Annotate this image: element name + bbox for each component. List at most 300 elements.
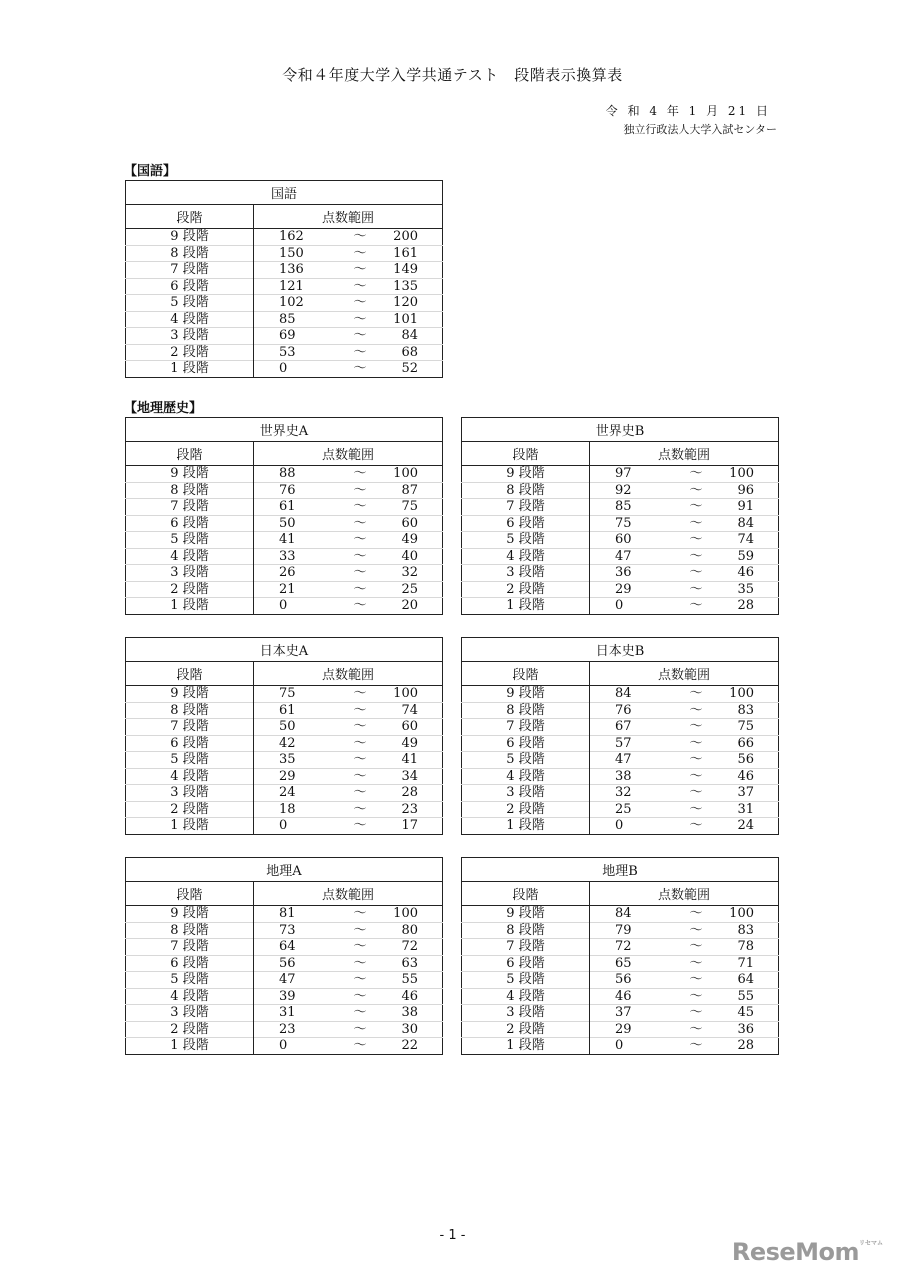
- range-low-cell: 25: [590, 801, 671, 818]
- section-heading-kokugo: 【国語】: [124, 164, 177, 179]
- range-low-cell: 61: [254, 702, 335, 719]
- range-tilde: ～: [670, 768, 722, 785]
- table-row: [126, 278, 443, 295]
- table-row: [126, 939, 443, 956]
- range-low-cell: 76: [590, 702, 671, 719]
- range-low-cell: 29: [254, 768, 335, 785]
- range-low-cell: 23: [254, 1021, 335, 1038]
- range-tilde: ～: [670, 532, 722, 549]
- level-cell: 9 段階: [462, 906, 590, 923]
- level-cell: 4 段階: [462, 768, 590, 785]
- range-low-cell: 65: [590, 955, 671, 972]
- range-high-cell: 35: [722, 581, 779, 598]
- range-high-cell: 30: [386, 1021, 443, 1038]
- range-low-cell: 39: [254, 988, 335, 1005]
- range-tilde: ～: [670, 1005, 722, 1022]
- range-high-cell: 68: [386, 344, 443, 361]
- table-row: [462, 686, 779, 703]
- level-cell: 6 段階: [462, 515, 590, 532]
- table-row: [126, 245, 443, 262]
- range-low-cell: 57: [590, 735, 671, 752]
- range-high-cell: 135: [386, 278, 443, 295]
- range-high-cell: 56: [722, 752, 779, 769]
- level-cell: 4 段階: [126, 311, 254, 328]
- range-tilde: ～: [670, 515, 722, 532]
- table-row: [126, 311, 443, 328]
- table-row: [462, 598, 779, 615]
- table-row: [126, 988, 443, 1005]
- table-row: [462, 466, 779, 483]
- table-row: [462, 548, 779, 565]
- range-high-cell: 83: [722, 922, 779, 939]
- range-low-cell: 69: [254, 328, 335, 345]
- range-low-cell: 97: [590, 466, 671, 483]
- range-low-cell: 64: [254, 939, 335, 956]
- range-high-cell: 49: [386, 532, 443, 549]
- column-header-level: 段階: [462, 442, 590, 466]
- range-low-cell: 35: [254, 752, 335, 769]
- range-low-cell: 75: [590, 515, 671, 532]
- column-header-range: 点数範囲: [590, 662, 779, 686]
- range-low-cell: 56: [254, 955, 335, 972]
- range-tilde: ～: [334, 988, 386, 1005]
- table-title: 世界史A: [126, 418, 443, 442]
- level-cell: 2 段階: [126, 1021, 254, 1038]
- range-tilde: ～: [334, 278, 386, 295]
- level-cell: 7 段階: [462, 499, 590, 516]
- table-title: 地理A: [126, 858, 443, 882]
- table-row: [462, 702, 779, 719]
- level-cell: 1 段階: [126, 598, 254, 615]
- level-cell: 8 段階: [462, 482, 590, 499]
- range-high-cell: 72: [386, 939, 443, 956]
- level-cell: 4 段階: [462, 548, 590, 565]
- level-cell: 2 段階: [126, 344, 254, 361]
- range-tilde: ～: [334, 818, 386, 835]
- table-row: [126, 598, 443, 615]
- range-tilde: ～: [334, 466, 386, 483]
- table-row: [126, 499, 443, 516]
- range-low-cell: 73: [254, 922, 335, 939]
- range-high-cell: 24: [722, 818, 779, 835]
- range-tilde: ～: [670, 785, 722, 802]
- level-cell: 5 段階: [462, 532, 590, 549]
- range-tilde: ～: [670, 801, 722, 818]
- table-row: [462, 499, 779, 516]
- table-row: [126, 818, 443, 835]
- level-cell: 8 段階: [126, 245, 254, 262]
- level-cell: 3 段階: [462, 1005, 590, 1022]
- level-cell: 6 段階: [126, 515, 254, 532]
- range-low-cell: 121: [254, 278, 335, 295]
- range-high-cell: 83: [722, 702, 779, 719]
- level-cell: 9 段階: [462, 466, 590, 483]
- range-low-cell: 24: [254, 785, 335, 802]
- range-high-cell: 46: [722, 565, 779, 582]
- table-header-row: [126, 662, 443, 686]
- column-header-range: 点数範囲: [254, 205, 443, 229]
- table-header-row: [126, 882, 443, 906]
- range-high-cell: 55: [386, 972, 443, 989]
- range-high-cell: 46: [386, 988, 443, 1005]
- range-tilde: ～: [670, 702, 722, 719]
- range-tilde: ～: [334, 1021, 386, 1038]
- level-cell: 9 段階: [126, 229, 254, 246]
- table-row: [126, 702, 443, 719]
- range-tilde: ～: [334, 735, 386, 752]
- range-low-cell: 0: [590, 598, 671, 615]
- level-cell: 1 段階: [462, 818, 590, 835]
- range-high-cell: 71: [722, 955, 779, 972]
- range-low-cell: 32: [590, 785, 671, 802]
- range-high-cell: 101: [386, 311, 443, 328]
- table-row: [126, 262, 443, 279]
- range-high-cell: 31: [722, 801, 779, 818]
- table-row: [462, 581, 779, 598]
- level-cell: 9 段階: [126, 466, 254, 483]
- level-cell: 8 段階: [462, 922, 590, 939]
- table-row: [462, 955, 779, 972]
- table-title: 日本史A: [126, 638, 443, 662]
- range-low-cell: 0: [254, 598, 335, 615]
- range-high-cell: 23: [386, 801, 443, 818]
- column-header-level: 段階: [126, 882, 254, 906]
- range-high-cell: 149: [386, 262, 443, 279]
- range-high-cell: 40: [386, 548, 443, 565]
- level-cell: 4 段階: [126, 988, 254, 1005]
- range-tilde: ～: [334, 702, 386, 719]
- level-cell: 6 段階: [462, 955, 590, 972]
- range-tilde: ～: [334, 229, 386, 246]
- range-high-cell: 37: [722, 785, 779, 802]
- table-row: [126, 328, 443, 345]
- range-low-cell: 47: [254, 972, 335, 989]
- table-header-row: [126, 205, 443, 229]
- range-low-cell: 47: [590, 752, 671, 769]
- range-tilde: ～: [334, 565, 386, 582]
- table-title-row: [126, 638, 443, 662]
- table-row: [126, 295, 443, 312]
- range-tilde: ～: [670, 972, 722, 989]
- table-row: [126, 548, 443, 565]
- range-high-cell: 75: [722, 719, 779, 736]
- table-row: [126, 344, 443, 361]
- range-low-cell: 50: [254, 515, 335, 532]
- level-cell: 6 段階: [462, 735, 590, 752]
- table-header-row: [462, 442, 779, 466]
- score-table-sekaishi-a: [125, 417, 443, 615]
- issuing-organization: 独立行政法人大学入試センター: [623, 123, 777, 136]
- range-high-cell: 59: [722, 548, 779, 565]
- range-low-cell: 88: [254, 466, 335, 483]
- range-high-cell: 74: [722, 532, 779, 549]
- level-cell: 6 段階: [126, 955, 254, 972]
- range-tilde: ～: [334, 245, 386, 262]
- table-title-row: [126, 418, 443, 442]
- range-high-cell: 17: [386, 818, 443, 835]
- range-low-cell: 81: [254, 906, 335, 923]
- range-high-cell: 63: [386, 955, 443, 972]
- level-cell: 8 段階: [462, 702, 590, 719]
- range-high-cell: 78: [722, 939, 779, 956]
- level-cell: 5 段階: [126, 972, 254, 989]
- range-tilde: ～: [334, 719, 386, 736]
- range-tilde: ～: [334, 311, 386, 328]
- score-table-sekaishi-b: [461, 417, 779, 615]
- column-header-range: 点数範囲: [590, 442, 779, 466]
- range-low-cell: 42: [254, 735, 335, 752]
- resemom-logo: ReseMom$^{リセマム}$: [731, 1238, 883, 1266]
- range-low-cell: 92: [590, 482, 671, 499]
- range-low-cell: 85: [590, 499, 671, 516]
- table-title-row: [126, 858, 443, 882]
- column-header-level: 段階: [462, 662, 590, 686]
- table-row: [462, 785, 779, 802]
- range-tilde: ～: [334, 785, 386, 802]
- range-low-cell: 84: [590, 906, 671, 923]
- score-table-kokugo: [125, 180, 443, 378]
- range-tilde: ～: [334, 752, 386, 769]
- range-high-cell: 60: [386, 719, 443, 736]
- range-high-cell: 200: [386, 229, 443, 246]
- table-header-row: [126, 442, 443, 466]
- range-tilde: ～: [670, 686, 722, 703]
- range-high-cell: 25: [386, 581, 443, 598]
- range-tilde: ～: [670, 735, 722, 752]
- table-row: [462, 801, 779, 818]
- level-cell: 2 段階: [462, 581, 590, 598]
- range-tilde: ～: [334, 1038, 386, 1055]
- table-row: [126, 735, 443, 752]
- range-high-cell: 28: [722, 598, 779, 615]
- column-header-level: 段階: [462, 882, 590, 906]
- range-low-cell: 0: [590, 1038, 671, 1055]
- range-high-cell: 75: [386, 499, 443, 516]
- column-header-range: 点数範囲: [590, 882, 779, 906]
- range-low-cell: 53: [254, 344, 335, 361]
- range-tilde: ～: [670, 719, 722, 736]
- table-row: [126, 906, 443, 923]
- range-tilde: ～: [334, 801, 386, 818]
- range-low-cell: 0: [254, 1038, 335, 1055]
- range-low-cell: 84: [590, 686, 671, 703]
- level-cell: 8 段階: [126, 702, 254, 719]
- range-tilde: ～: [670, 1021, 722, 1038]
- level-cell: 3 段階: [126, 785, 254, 802]
- range-low-cell: 31: [254, 1005, 335, 1022]
- table-row: [126, 482, 443, 499]
- table-row: [126, 565, 443, 582]
- range-low-cell: 102: [254, 295, 335, 312]
- column-header-range: 点数範囲: [254, 662, 443, 686]
- range-high-cell: 45: [722, 1005, 779, 1022]
- table-row: [126, 466, 443, 483]
- table-row: [462, 1021, 779, 1038]
- table-row: [126, 922, 443, 939]
- level-cell: 3 段階: [462, 565, 590, 582]
- table-row: [126, 1021, 443, 1038]
- range-high-cell: 64: [722, 972, 779, 989]
- table-row: [462, 972, 779, 989]
- level-cell: 9 段階: [126, 686, 254, 703]
- range-tilde: ～: [334, 686, 386, 703]
- range-high-cell: 55: [722, 988, 779, 1005]
- range-high-cell: 46: [722, 768, 779, 785]
- level-cell: 9 段階: [126, 906, 254, 923]
- range-low-cell: 76: [254, 482, 335, 499]
- range-high-cell: 100: [722, 466, 779, 483]
- range-low-cell: 67: [590, 719, 671, 736]
- range-tilde: ～: [334, 295, 386, 312]
- range-high-cell: 34: [386, 768, 443, 785]
- range-tilde: ～: [670, 939, 722, 956]
- range-tilde: ～: [670, 906, 722, 923]
- table-row: [462, 532, 779, 549]
- range-low-cell: 150: [254, 245, 335, 262]
- range-low-cell: 61: [254, 499, 335, 516]
- level-cell: 1 段階: [126, 361, 254, 378]
- range-low-cell: 41: [254, 532, 335, 549]
- level-cell: 5 段階: [462, 752, 590, 769]
- table-row: [462, 818, 779, 835]
- range-high-cell: 20: [386, 598, 443, 615]
- score-table-nihonshi-a: [125, 637, 443, 835]
- level-cell: 7 段階: [462, 719, 590, 736]
- range-high-cell: 120: [386, 295, 443, 312]
- range-tilde: ～: [334, 598, 386, 615]
- range-tilde: ～: [670, 1038, 722, 1055]
- table-row: [462, 939, 779, 956]
- range-tilde: ～: [334, 482, 386, 499]
- range-high-cell: 100: [386, 906, 443, 923]
- range-tilde: ～: [334, 328, 386, 345]
- range-tilde: ～: [670, 598, 722, 615]
- table-row: [126, 768, 443, 785]
- table-row: [126, 532, 443, 549]
- level-cell: 3 段階: [462, 785, 590, 802]
- range-tilde: ～: [334, 344, 386, 361]
- column-header-level: 段階: [126, 442, 254, 466]
- level-cell: 5 段階: [462, 972, 590, 989]
- table-header-row: [462, 882, 779, 906]
- range-low-cell: 85: [254, 311, 335, 328]
- table-row: [126, 785, 443, 802]
- table-row: [462, 752, 779, 769]
- table-row: [126, 801, 443, 818]
- table-row: [126, 515, 443, 532]
- table-row: [462, 735, 779, 752]
- level-cell: 8 段階: [126, 922, 254, 939]
- range-high-cell: 60: [386, 515, 443, 532]
- level-cell: 6 段階: [126, 278, 254, 295]
- level-cell: 2 段階: [126, 801, 254, 818]
- page-number: - 1 -: [439, 1228, 466, 1243]
- column-header-level: 段階: [126, 662, 254, 686]
- range-tilde: ～: [334, 532, 386, 549]
- table-row: [462, 482, 779, 499]
- range-tilde: ～: [670, 548, 722, 565]
- level-cell: 3 段階: [126, 1005, 254, 1022]
- level-cell: 5 段階: [126, 295, 254, 312]
- table-header-row: [462, 662, 779, 686]
- range-tilde: ～: [334, 768, 386, 785]
- range-high-cell: 52: [386, 361, 443, 378]
- range-tilde: ～: [334, 1005, 386, 1022]
- range-low-cell: 26: [254, 565, 335, 582]
- range-high-cell: 28: [386, 785, 443, 802]
- range-high-cell: 84: [386, 328, 443, 345]
- range-high-cell: 32: [386, 565, 443, 582]
- range-tilde: ～: [334, 262, 386, 279]
- range-tilde: ～: [670, 499, 722, 516]
- table-title-row: [126, 181, 443, 205]
- range-high-cell: 38: [386, 1005, 443, 1022]
- document-date: 令 和 4 年 1 月 21 日: [605, 104, 771, 118]
- table-row: [126, 686, 443, 703]
- table-title: 地理B: [462, 858, 779, 882]
- table-row: [462, 719, 779, 736]
- range-low-cell: 21: [254, 581, 335, 598]
- level-cell: 1 段階: [126, 818, 254, 835]
- range-high-cell: 84: [722, 515, 779, 532]
- level-cell: 1 段階: [462, 1038, 590, 1055]
- table-row: [462, 515, 779, 532]
- range-tilde: ～: [670, 565, 722, 582]
- range-tilde: ～: [670, 752, 722, 769]
- range-low-cell: 33: [254, 548, 335, 565]
- range-tilde: ～: [334, 922, 386, 939]
- range-high-cell: 66: [722, 735, 779, 752]
- range-high-cell: 41: [386, 752, 443, 769]
- range-high-cell: 100: [386, 466, 443, 483]
- table-row: [126, 719, 443, 736]
- range-high-cell: 22: [386, 1038, 443, 1055]
- range-tilde: ～: [334, 906, 386, 923]
- range-low-cell: 0: [254, 361, 335, 378]
- level-cell: 9 段階: [462, 686, 590, 703]
- range-high-cell: 100: [386, 686, 443, 703]
- range-low-cell: 37: [590, 1005, 671, 1022]
- range-tilde: ～: [670, 482, 722, 499]
- range-high-cell: 36: [722, 1021, 779, 1038]
- range-low-cell: 56: [590, 972, 671, 989]
- table-title: 日本史B: [462, 638, 779, 662]
- range-tilde: ～: [334, 972, 386, 989]
- range-low-cell: 46: [590, 988, 671, 1005]
- range-tilde: ～: [670, 581, 722, 598]
- range-high-cell: 49: [386, 735, 443, 752]
- table-title-row: [462, 418, 779, 442]
- table-row: [462, 922, 779, 939]
- table-row: [126, 752, 443, 769]
- level-cell: 2 段階: [126, 581, 254, 598]
- table-title: 国語: [126, 181, 443, 205]
- range-high-cell: 100: [722, 906, 779, 923]
- level-cell: 7 段階: [126, 262, 254, 279]
- table-row: [462, 988, 779, 1005]
- range-tilde: ～: [334, 499, 386, 516]
- range-low-cell: 38: [590, 768, 671, 785]
- range-high-cell: 87: [386, 482, 443, 499]
- range-low-cell: 75: [254, 686, 335, 703]
- level-cell: 6 段階: [126, 735, 254, 752]
- range-high-cell: 74: [386, 702, 443, 719]
- table-row: [462, 906, 779, 923]
- level-cell: 1 段階: [126, 1038, 254, 1055]
- range-high-cell: 100: [722, 686, 779, 703]
- range-low-cell: 136: [254, 262, 335, 279]
- table-row: [462, 1005, 779, 1022]
